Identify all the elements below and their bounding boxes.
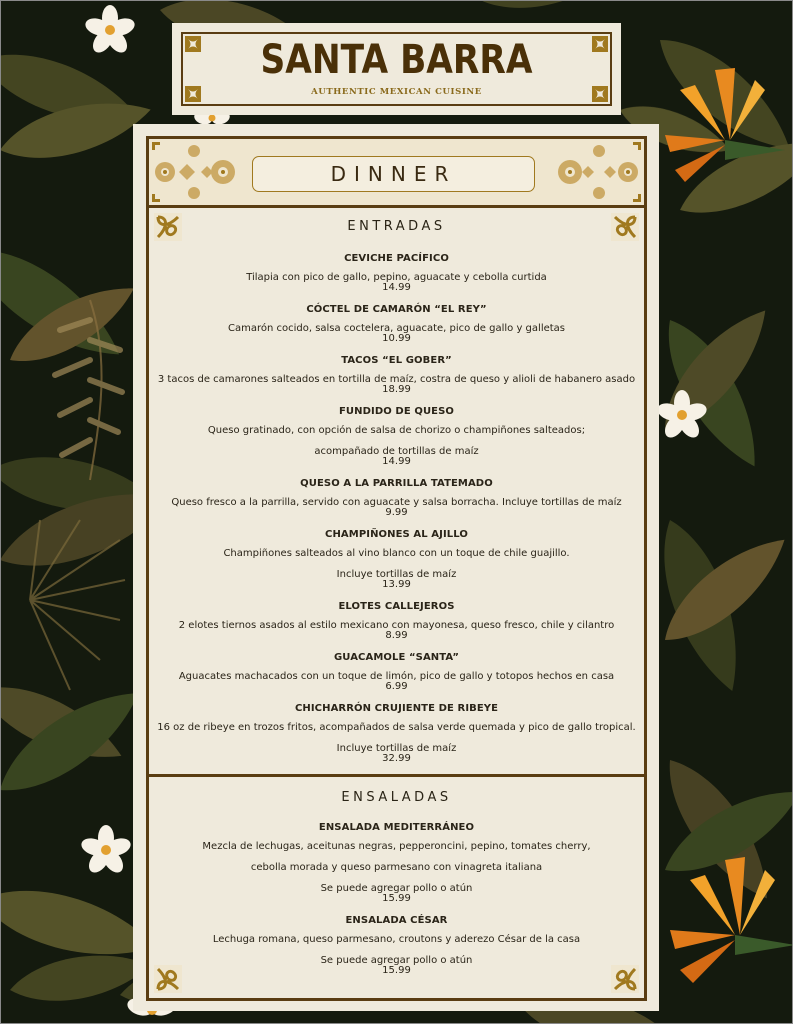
section-title-entradas: ENTRADAS (347, 219, 446, 234)
item-description: Incluye tortillas de maíz (336, 743, 457, 754)
corner-ornament-icon (154, 965, 182, 993)
brand-tagline: AUTHENTIC MEXICAN CUISINE (311, 87, 482, 97)
list-item (149, 477, 644, 518)
list-item (149, 702, 644, 764)
item-price: 10.99 (382, 333, 411, 344)
menu-card (133, 124, 659, 1011)
corner-ornament-icon (611, 965, 639, 993)
list-item (149, 354, 644, 395)
item-name: ELOTES CALLEJEROS (338, 601, 455, 612)
item-name: GUACAMOLE “SANTA” (334, 652, 459, 663)
item-name: CÓCTEL DE CAMARÓN “EL REY” (306, 304, 487, 315)
item-name: ENSALADA MEDITERRÁNEO (318, 822, 475, 833)
section-title-ensaladas: ENSALADAS (341, 790, 452, 805)
item-price: 14.99 (382, 456, 411, 467)
item-name: CHAMPIÑONES AL AJILLO (325, 529, 468, 540)
entradas-list (149, 252, 644, 774)
item-description: cebolla morada y queso parmesano con vinagreta italiana (250, 862, 543, 873)
item-description: Champiñones salteados al vino blanco con un toque de chile guajillo. (223, 548, 570, 559)
item-description: 16 oz de ribeye en trozos fritos, acompañados de salsa verde quemada y pico de gallo tropical. (157, 722, 636, 733)
item-price: 15.99 (382, 965, 411, 976)
item-price: 18.99 (382, 384, 411, 395)
item-description: Camarón cocido, salsa coctelera, aguacate, pico de gallo y galletas (227, 323, 566, 334)
item-description: Se puede agregar pollo o atún (320, 883, 473, 894)
list-item (149, 821, 644, 904)
list-item (149, 303, 644, 344)
talavera-tile-band (149, 139, 644, 208)
menu-title: DINNER (330, 162, 457, 186)
item-description: Se puede agregar pollo o atún (320, 955, 473, 966)
section-divider (149, 774, 644, 777)
ensaladas-list (149, 821, 644, 986)
item-price: 9.99 (385, 507, 408, 518)
corner-ornament-icon (611, 213, 639, 241)
item-price: 13.99 (382, 579, 411, 590)
item-description: Incluye tortillas de maíz (336, 569, 457, 580)
item-description: Queso gratinado, con opción de salsa de chorizo o champiñones salteados; (207, 425, 586, 436)
list-item (149, 651, 644, 692)
item-name: CHICHARRÓN CRUJIENTE DE RIBEYE (294, 703, 499, 714)
corner-ornament-icon (592, 36, 608, 52)
item-price: 32.99 (382, 753, 411, 764)
brand-name: SANTA BARRA (260, 37, 533, 83)
item-description: 3 tacos de camarones salteados en tortilla de maíz, costra de queso y alioli de habanero asado (157, 374, 636, 385)
list-item (149, 600, 644, 641)
item-price: 8.99 (385, 630, 408, 641)
item-description: Mezcla de lechugas, aceitunas negras, pepperoncini, pepino, tomates cherry, (202, 841, 591, 852)
list-item (149, 405, 644, 467)
header-card (172, 23, 621, 115)
menu-frame (146, 136, 647, 1001)
item-price: 14.99 (382, 282, 411, 293)
item-name: TACOS “EL GOBER” (341, 355, 452, 366)
corner-ornament-icon (185, 36, 201, 52)
list-item (149, 914, 644, 976)
item-description: Queso fresco a la parrilla, servido con aguacate y salsa borracha. Incluye tortillas de maíz (171, 497, 622, 508)
item-description: acompañado de tortillas de maíz (314, 446, 479, 457)
item-name: FUNDIDO DE QUESO (339, 406, 454, 417)
item-description: Aguacates machacados con un toque de limón, pico de gallo y totopos hechos en casa (178, 671, 615, 682)
list-item (149, 528, 644, 590)
list-item (149, 252, 644, 293)
item-name: QUESO A LA PARRILLA TATEMADO (300, 478, 493, 489)
item-price: 15.99 (382, 893, 411, 904)
item-description: Lechuga romana, queso parmesano, croutons y aderezo César de la casa (212, 934, 581, 945)
item-description: Tilapia con pico de gallo, pepino, aguacate y cebolla curtida (246, 272, 547, 283)
dinner-title-box (252, 156, 535, 192)
corner-ornament-icon (154, 213, 182, 241)
item-name: ENSALADA CÉSAR (345, 915, 448, 926)
item-price: 6.99 (385, 681, 408, 692)
item-name: CEVICHE PACÍFICO (344, 253, 449, 264)
item-description: 2 elotes tiernos asados al estilo mexicano con mayonesa, queso fresco, chile y cilantro (178, 620, 615, 631)
